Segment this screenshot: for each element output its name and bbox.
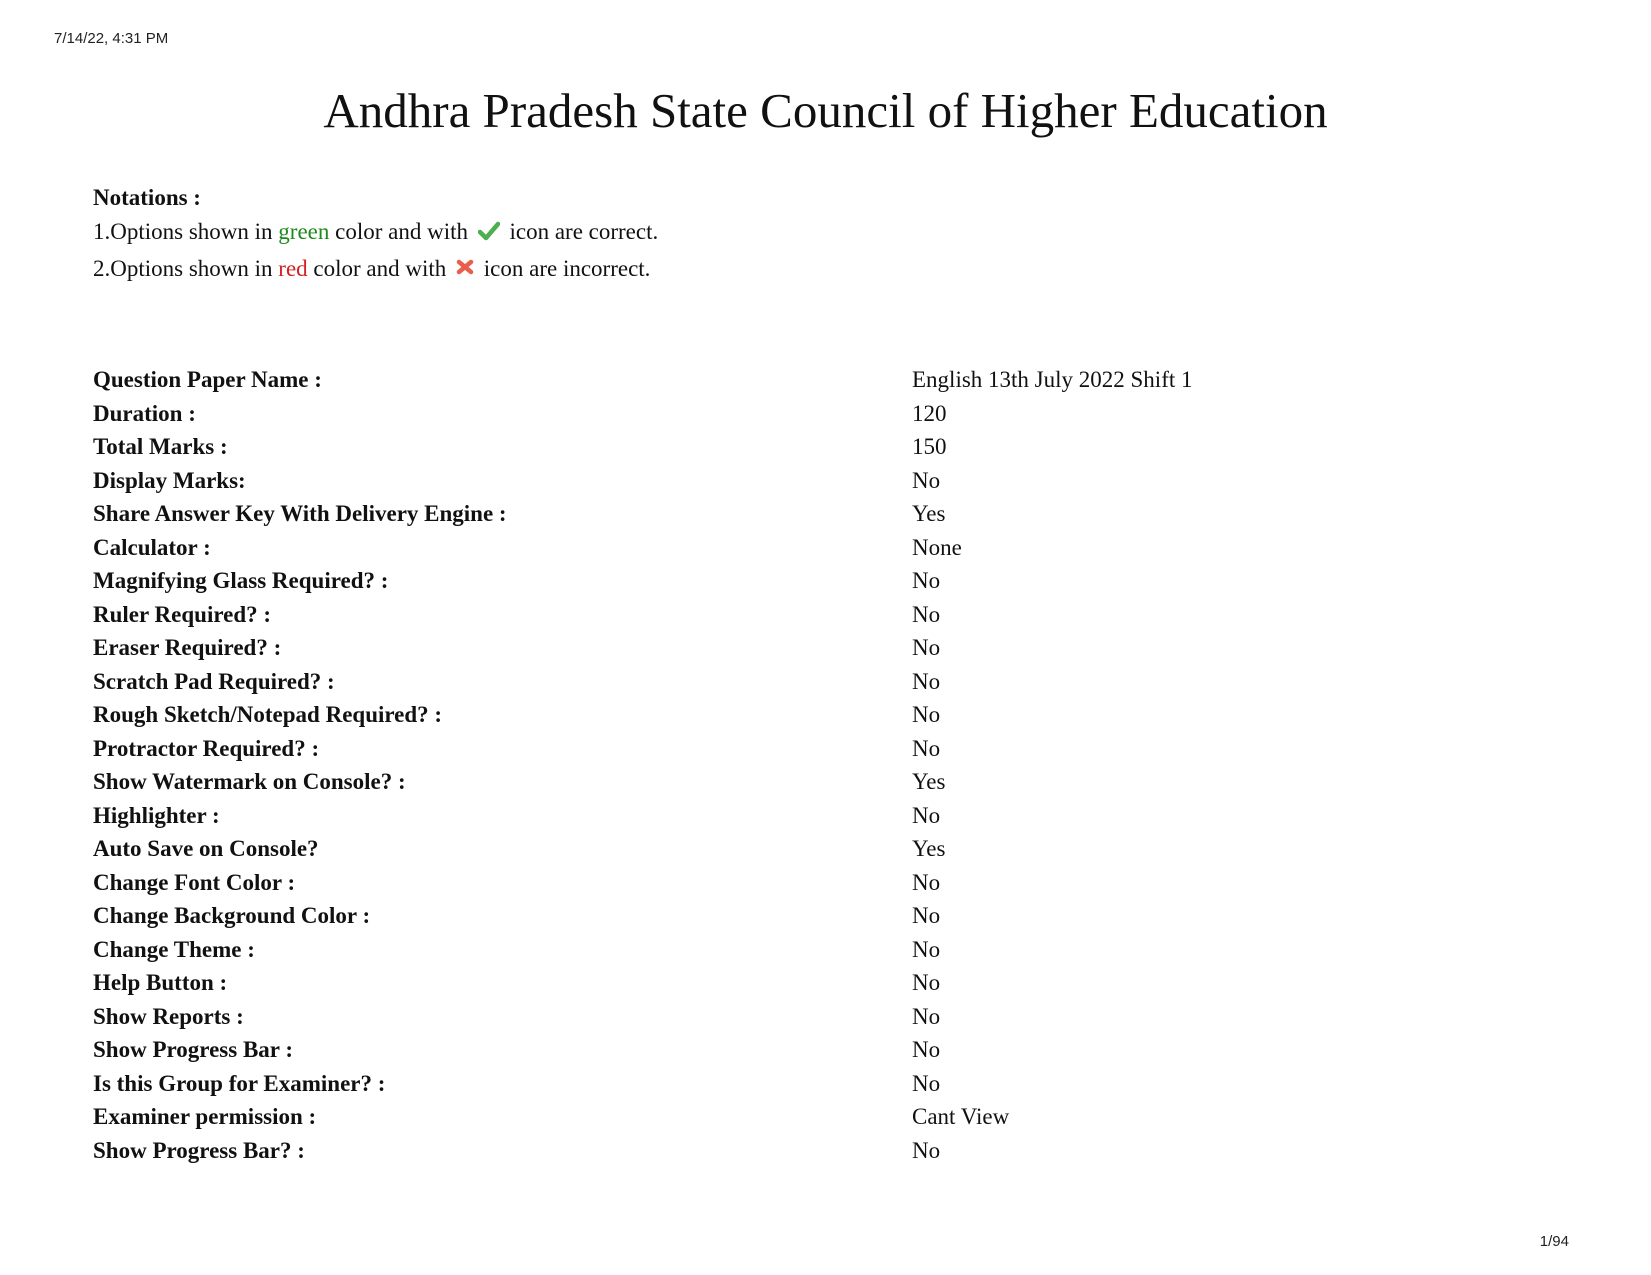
table-row (93, 765, 1193, 799)
table-row (93, 1000, 1193, 1034)
page-number: 1/94 (1539, 1233, 1569, 1250)
info-value: Yes (912, 836, 946, 861)
info-label: Total Marks : (93, 434, 228, 459)
info-label: Show Reports : (93, 1003, 244, 1029)
info-label: Highlighter : (93, 802, 220, 828)
info-value: English 13th July 2022 Shift 1 (912, 367, 1193, 392)
info-value: 150 (912, 434, 947, 459)
info-label: Help Button : (93, 970, 228, 995)
info-value: No (912, 1037, 941, 1062)
info-value: No (912, 467, 941, 493)
info-value: No (912, 568, 941, 593)
info-label: Change Background Color : (93, 903, 371, 928)
table-row (93, 665, 1193, 699)
info-value: No (912, 869, 941, 895)
notations-heading: Notations : (93, 185, 201, 210)
info-value: None (912, 534, 962, 560)
info-value: No (912, 702, 941, 727)
info-value: No (912, 1003, 941, 1029)
info-value: Yes (912, 501, 946, 526)
info-value: No (912, 735, 941, 761)
print-timestamp: 7/14/22, 4:31 PM (54, 30, 169, 47)
info-value: No (912, 802, 941, 828)
table-row (93, 363, 1193, 397)
table-row (93, 698, 1193, 732)
info-label: Duration : (93, 400, 196, 426)
check-icon (478, 215, 500, 252)
info-value: No (912, 936, 941, 962)
notation-incorrect-line (93, 250, 658, 287)
info-value: No (912, 970, 941, 995)
table-row (93, 464, 1193, 498)
info-label: Show Progress Bar : (93, 1037, 293, 1062)
table-row (93, 598, 1193, 632)
notation-incorrect-suffix: icon are incorrect. (478, 256, 651, 281)
info-label: Auto Save on Console? (93, 836, 319, 861)
info-value: No (912, 635, 941, 660)
table-row (93, 933, 1193, 967)
table-row (93, 631, 1193, 665)
info-label: Change Font Color : (93, 869, 296, 895)
info-value: 120 (912, 400, 947, 426)
notation-green-word: green (278, 219, 330, 244)
notation-red-word: red (278, 256, 308, 281)
table-row (93, 899, 1193, 933)
info-label: Ruler Required? : (93, 601, 272, 627)
info-value: No (912, 668, 941, 694)
table-row (93, 799, 1193, 833)
info-label: Scratch Pad Required? : (93, 668, 335, 694)
info-label: Show Progress Bar? : (93, 1137, 305, 1163)
table-row (93, 397, 1193, 431)
cross-icon (456, 252, 474, 289)
info-label: Protractor Required? : (93, 735, 320, 761)
table-row (93, 966, 1193, 1000)
info-value: No (912, 903, 941, 928)
table-row (93, 1134, 1193, 1168)
notation-incorrect-prefix: 2.Options shown in (93, 256, 279, 281)
info-value: Yes (912, 769, 946, 794)
info-label: Eraser Required? : (93, 635, 282, 660)
page-title: Andhra Pradesh State Council of Higher Education (323, 83, 1328, 138)
table-row (93, 531, 1193, 565)
info-value: No (912, 1070, 941, 1096)
table-row (93, 497, 1193, 531)
info-label: Calculator : (93, 534, 211, 560)
info-label: Examiner permission : (93, 1104, 317, 1129)
table-row (93, 866, 1193, 900)
notation-correct-line (93, 213, 658, 250)
info-label: Change Theme : (93, 936, 255, 962)
notation-correct-middle: color and with (329, 219, 474, 244)
info-value: No (912, 1137, 941, 1163)
info-label: Question Paper Name : (93, 367, 322, 392)
info-label: Show Watermark on Console? : (93, 769, 406, 794)
notation-correct-suffix: icon are correct. (503, 219, 659, 244)
table-row (93, 1067, 1193, 1101)
table-row (93, 1100, 1193, 1134)
info-label: Magnifying Glass Required? : (93, 568, 389, 593)
notation-correct-prefix: 1.Options shown in (93, 219, 279, 244)
info-label: Share Answer Key With Delivery Engine : (93, 501, 507, 526)
info-value: Cant View (912, 1104, 1010, 1129)
info-label: Rough Sketch/Notepad Required? : (93, 702, 443, 727)
table-row (93, 1033, 1193, 1067)
info-label: Is this Group for Examiner? : (93, 1070, 386, 1096)
notation-incorrect-middle: color and with (307, 256, 453, 281)
table-row (93, 832, 1193, 866)
info-value: No (912, 601, 941, 627)
table-row (93, 732, 1193, 766)
question-paper-info-table (93, 363, 1193, 1167)
info-label: Display Marks: (93, 467, 246, 493)
notations-section (93, 183, 658, 287)
table-row (93, 430, 1193, 464)
table-row (93, 564, 1193, 598)
